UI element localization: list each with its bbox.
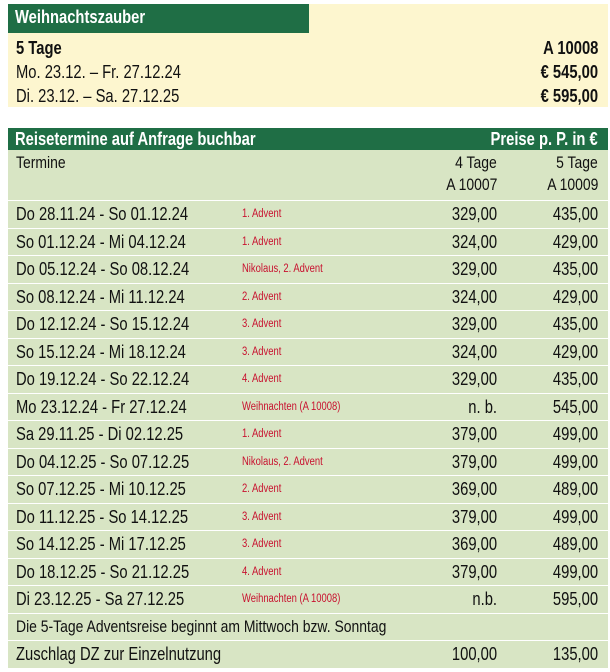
row-price-4-tage: 329,00 [451,314,497,334]
table-row [8,365,608,392]
row-date: So 01.12.24 - Mi 04.12.24 [16,231,186,252]
row-note: 4. Advent [242,373,282,385]
table-title: Reisetermine auf Anfrage buchbar [15,129,256,149]
table-row [8,338,608,365]
tour-code: A 10008 [542,38,598,58]
row-price-4-tage: 379,00 [451,451,497,472]
row-price-5-tage: 435,00 [552,259,598,279]
table-row [8,420,608,447]
table-header-bar [8,128,608,150]
row-price-5-tage: 429,00 [552,341,598,362]
row-price-5-tage: 489,00 [552,534,598,554]
col-5-code: A 10009 [546,175,598,194]
row-price-4-tage: 324,00 [451,231,497,252]
column-header-codes [8,174,608,194]
row-price-4-tage: 324,00 [451,286,497,307]
table-row [8,228,608,255]
table-row [8,448,608,475]
column-header-row [8,152,608,172]
row-date: Do 28.11.24 - So 01.12.24 [16,204,189,224]
summary-row [8,36,608,60]
col-4-tage: 4 Tage [455,153,497,172]
table-row [8,558,608,585]
table-row [8,200,608,227]
row-price-5-tage: 499,00 [552,424,598,444]
row-date: Do 12.12.24 - So 15.12.24 [16,314,190,334]
row-price-5-tage: 545,00 [552,396,598,417]
row-price-4-tage: 379,00 [451,506,497,527]
info-text: Die 5-Tage Adventsreise beginnt am Mittwoch bzw. Sonntag [16,617,387,636]
table-row [8,503,608,530]
row-price-4-tage: 369,00 [451,479,497,499]
row-price-4-tage: n.b. [472,589,497,609]
row-price-5-tage: 499,00 [552,451,598,472]
table-row [8,393,608,420]
row-date: So 15.12.24 - Mi 18.12.24 [16,341,186,362]
row-note: 4. Advent [242,565,282,578]
row-price-5-tage: 489,00 [552,479,598,499]
row-date: Sa 29.11.25 - Di 02.12.25 [16,424,184,444]
row-price-5-tage: 595,00 [552,589,598,609]
row-date: So 08.12.24 - Mi 11.12.24 [16,286,185,307]
row-price-4-tage: 324,00 [451,341,497,362]
surcharge-5-tage: 135,00 [552,644,598,664]
row-price-4-tage: 329,00 [451,259,497,279]
row-date: Do 11.12.25 - So 14.12.25 [16,506,189,527]
row-date: Do 05.12.24 - So 08.12.24 [16,259,190,279]
row-date: So 14.12.25 - Mi 17.12.25 [16,534,186,554]
surcharge-row [8,640,608,667]
info-row [8,613,608,640]
price: € 545,00 [540,62,598,82]
date-range: Di. 23.12. – Sa. 27.12.25 [16,86,180,106]
row-price-5-tage: 499,00 [552,561,598,582]
row-price-4-tage: 379,00 [451,561,497,582]
row-date: Do 19.12.24 - So 22.12.24 [16,369,190,389]
row-note: 2. Advent [242,483,282,495]
row-price-4-tage: 379,00 [451,424,497,444]
row-date: So 07.12.25 - Mi 10.12.25 [16,479,186,499]
row-note: 3. Advent [242,538,282,550]
table-row [8,530,608,557]
row-note: 3. Advent [242,318,282,330]
row-price-4-tage: 329,00 [451,369,497,389]
row-note: Weihnachten (A 10008) [242,593,341,605]
row-price-4-tage: 329,00 [451,204,497,224]
tour-title-bar [8,4,309,33]
col-4-code: A 10007 [445,175,497,194]
row-date: Do 18.12.25 - So 21.12.25 [16,561,190,582]
price-note: Preise p. P. in € [490,129,598,149]
summary-row [8,84,608,108]
row-date: Mo 23.12.24 - Fr 27.12.24 [16,396,187,417]
price: € 595,00 [540,86,598,106]
surcharge-4-tage: 100,00 [451,644,497,664]
summary-row [8,60,608,84]
surcharge-label: Zuschlag DZ zur Einzelnutzung [16,644,222,664]
row-price-5-tage: 429,00 [552,286,598,307]
row-date: Do 04.12.25 - So 07.12.25 [16,451,190,472]
row-price-5-tage: 435,00 [552,369,598,389]
row-price-4-tage: n. b. [468,396,497,417]
row-note: Nikolaus, 2. Advent [242,263,323,275]
duration-label: 5 Tage [16,38,62,58]
tour-title: Weihnachtszauber [15,7,146,27]
table-row [8,475,608,502]
row-note: 1. Advent [242,428,282,440]
row-note: 1. Advent [242,235,282,248]
row-price-5-tage: 499,00 [552,506,598,527]
row-price-4-tage: 369,00 [451,534,497,554]
col-5-tage: 5 Tage [556,153,598,172]
row-price-5-tage: 435,00 [552,314,598,334]
row-note: 3. Advent [242,510,282,523]
row-date: Di 23.12.25 - Sa 27.12.25 [16,589,185,609]
date-range: Mo. 23.12. – Fr. 27.12.24 [16,62,181,82]
table-row [8,310,608,337]
table-row [8,255,608,282]
row-note: 3. Advent [242,345,282,358]
row-price-5-tage: 429,00 [552,231,598,252]
col-termine: Termine [16,153,66,172]
row-note: 1. Advent [242,208,282,220]
table-row [8,585,608,612]
row-note: Nikolaus, 2. Advent [242,455,323,468]
row-price-5-tage: 435,00 [552,204,598,224]
table-row [8,283,608,310]
row-note: 2. Advent [242,290,282,303]
row-note: Weihnachten (A 10008) [242,400,341,413]
